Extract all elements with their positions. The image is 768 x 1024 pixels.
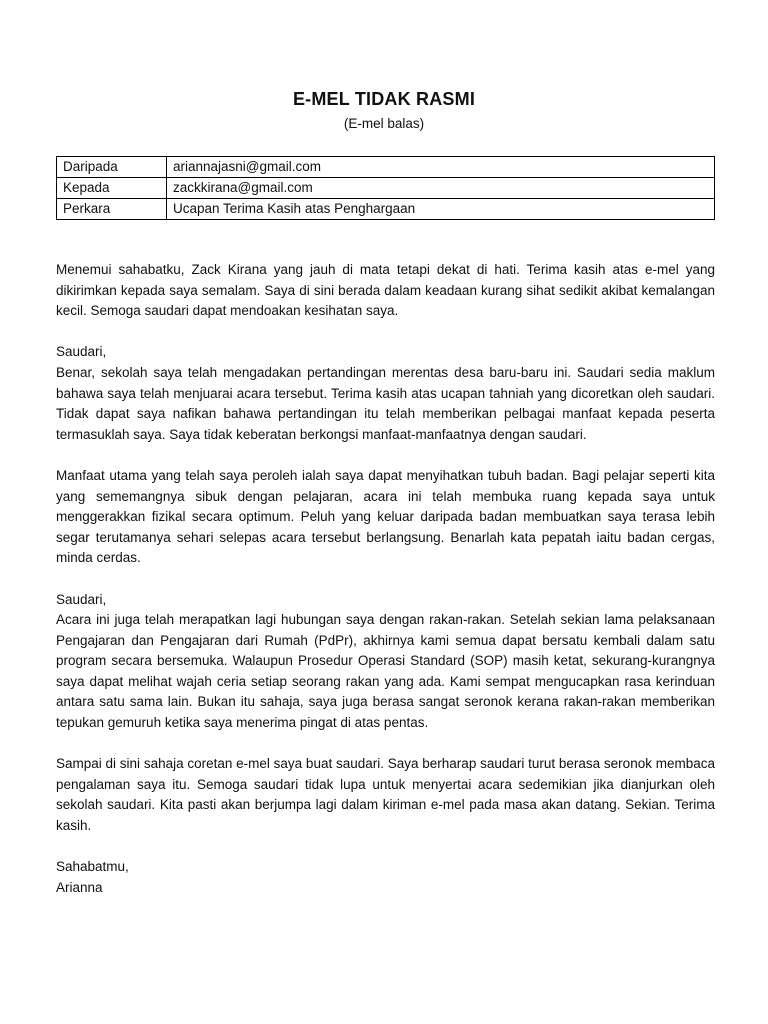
paragraph-3: Manfaat utama yang telah saya peroleh ialah saya dapat menyihatkan tubuh badan. Bagi pelajar seperti kita yang sememangnya sibuk dengan pelajaran, acara ini telah membuka ruang kepada saya untuk menggerakkan fizikal secara optimum. Peluh yang keluar daripada badan membuatkan saya terasa lebih segar terutamanya sehari selepas acara tersebut berlangsung. Benarlah kata pepatah iaitu badan cergas, minda cerdas. <box>56 467 715 566</box>
to-value: zackkirana@gmail.com <box>167 178 715 199</box>
paragraph-closing: Sampai di sini sahaja coretan e-mel saya buat saudari. Saya berharap saudari turut berasa seronok membaca pengalaman saya itu. Semoga saudari tidak lupa untuk menyertai acara sedemikian jika dianjurkan oleh sekolah saudari. Kita pasti akan berjumpa lagi dalam kiriman e-mel pada masa akan datang. Sekian. Terima kasih. <box>56 756 715 834</box>
signature-name: Arianna <box>56 879 103 895</box>
closing-text: Sahabatmu, <box>56 859 129 875</box>
paragraph-opening: Menemui sahabatku, Zack Kirana yang jauh di mata tetapi dekat di hati. Terima kasih atas e-mel yang dikirimkan kepada saya semalam. Saya di sini berada dalam keadaan kurang sihat sedikit akibat kemalangan kecil. Semoga saudari dapat mendoakan kesihatan saya. <box>56 262 715 319</box>
email-body <box>56 260 715 898</box>
subject-label: Perkara <box>57 199 167 220</box>
subject-value: Ucapan Terima Kasih atas Penghargaan <box>167 199 715 220</box>
paragraph-2: Benar, sekolah saya telah mengadakan pertandingan merentas desa baru-baru ini. Saudari sedia maklum bahawa saya telah menjuarai acara tersebut. Terima kasih atas ucapan tahniah yang dicoretkan oleh saudari. Tidak dapat saya nafikan bahawa pertandingan itu telah memberikan pelbagai manfaat kepada peserta termasuklah saya. Saya tidak keberatan berkongsi manfaat-manfaatnya dengan saudari. <box>56 364 715 442</box>
email-header-table <box>56 156 715 220</box>
paragraph-4: Acara ini juga telah merapatkan lagi hubungan saya dengan rakan-rakan. Setelah sekian lama pelaksanaan Pengajaran dan Pengajaran dari Rumah (PdPr), akhirnya kami semua dapat bersatu kembali dalam satu program secara bersemuka. Walaupun Prosedur Operasi Standard (SOP) masih ketat, sekurang-kurangnya saya dapat melihat wajah ceria setiap seorang rakan yang ada. Kami sempat mengucapkan rasa kerinduan antara satu sama lain. Bukan itu sahaja, saya juga berasa sangat seronok kerana rakan-rakan memberikan tepukan gemuruh ketika saya menerima pingat di atas pentas. <box>56 612 715 731</box>
header-row-subject <box>57 199 715 220</box>
document-title: E-MEL TIDAK RASMI <box>292 89 476 109</box>
document-subtitle: (E-mel balas) <box>343 116 425 131</box>
from-value: ariannajasni@gmail.com <box>167 157 715 178</box>
from-label: Daripada <box>57 157 167 178</box>
to-label: Kepada <box>57 178 167 199</box>
header-row-from <box>57 157 715 178</box>
salutation-1: Saudari, <box>56 344 107 360</box>
salutation-2: Saudari, <box>56 591 107 607</box>
header-row-to <box>57 178 715 199</box>
